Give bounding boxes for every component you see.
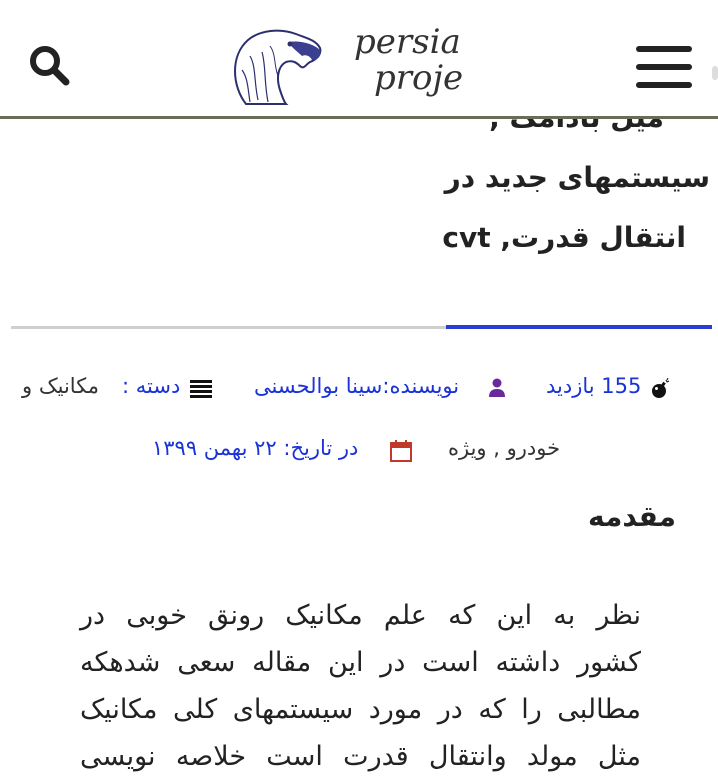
paragraph-line: نظر به این که علم مکانیک رونق خوبی در bbox=[80, 600, 641, 631]
menu-button[interactable] bbox=[636, 46, 692, 88]
divider bbox=[11, 326, 446, 329]
title-line: سیستمهای جدید در bbox=[444, 161, 710, 194]
paragraph-line: مثل مولد وانتقال قدرت است خلاصه نویسی bbox=[80, 741, 641, 772]
search-button[interactable] bbox=[28, 44, 72, 88]
user-icon bbox=[488, 378, 506, 402]
views-icon bbox=[650, 378, 672, 405]
title-underline bbox=[446, 325, 712, 329]
list-icon bbox=[190, 380, 212, 402]
search-icon bbox=[28, 44, 72, 88]
category-label: دسته : bbox=[122, 374, 181, 398]
category-link[interactable]: مکانیک و bbox=[22, 374, 100, 398]
title-line: انتقال قدرت, cvt bbox=[442, 221, 686, 254]
tags-link[interactable]: خودرو , ویژه bbox=[448, 436, 561, 460]
logo-line: proje bbox=[374, 58, 464, 98]
calendar-icon bbox=[390, 440, 412, 466]
article-paragraph bbox=[80, 592, 641, 780]
site-logo[interactable] bbox=[226, 24, 476, 108]
menu-icon bbox=[636, 46, 692, 52]
edge-indicator bbox=[712, 66, 718, 80]
eagle-logo-icon bbox=[226, 26, 326, 110]
paragraph-line: مطالبی را که در مورد سیستمهای کلی مکانیک bbox=[80, 694, 641, 725]
logo-line: persia bbox=[354, 22, 461, 62]
paragraph-line: کشور داشته است در این مقاله سعی شدهکه bbox=[80, 647, 641, 678]
logo-wordmark bbox=[354, 24, 463, 96]
site-header bbox=[0, 0, 718, 119]
views-count: 155 بازدید bbox=[546, 374, 642, 398]
publish-date: در تاریخ: ۲۲ بهمن ۱۳۹۹ bbox=[152, 436, 359, 460]
section-heading: مقدمه bbox=[588, 500, 676, 533]
author-link[interactable]: نویسنده:سینا بوالحسنی bbox=[254, 374, 460, 398]
